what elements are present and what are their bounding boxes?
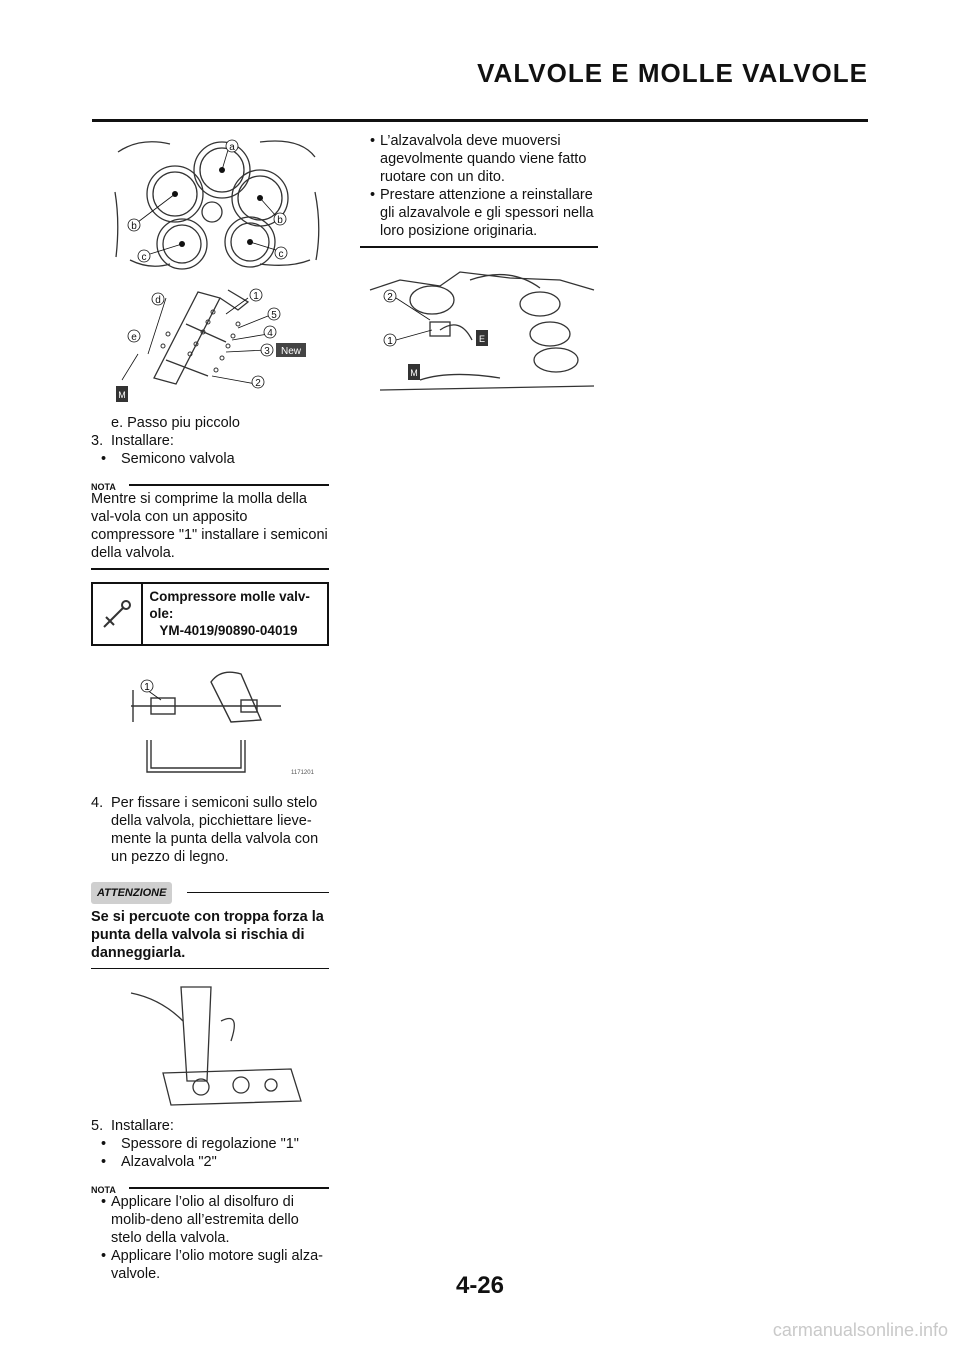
new-badge-text: New xyxy=(280,346,302,357)
figure-tapping-valve xyxy=(91,981,329,1109)
watermark: carmanualsonline.info xyxy=(772,1320,948,1340)
attenzione-text: Se si percuote con troppa forza la punta della valvola si rischia di danneggiarla. xyxy=(91,908,324,961)
fig3-label-1: 1 xyxy=(144,681,150,693)
wrench-icon xyxy=(93,584,143,644)
page-title: VALVOLE E MOLLE VALVOLE xyxy=(477,58,868,88)
divider xyxy=(91,968,329,970)
oil-m-icon-text: M xyxy=(410,367,418,378)
item-e: e. Passo piu piccolo xyxy=(111,415,240,431)
fig1-label-c2: c xyxy=(278,249,284,260)
oil-m-icon-text: M xyxy=(118,390,126,400)
nota-heading-2: NOTA xyxy=(91,1179,329,1193)
fig2-label-5: 5 xyxy=(271,310,277,321)
right-bullet-1: • L’alzavalvola deve muoversi agevolmente quando viene fatto ruotare con un dito. xyxy=(360,132,598,186)
nota-heading: NOTA xyxy=(91,476,329,490)
step-3: 3. Installare: xyxy=(91,433,174,449)
fig2-label-1: 1 xyxy=(253,291,259,302)
step5-bullet-1: • Spessore di regolazione "1" xyxy=(91,1135,329,1153)
fig3-code: 1171201 xyxy=(291,769,314,776)
fig1-label-a: a xyxy=(229,142,235,153)
header-rule xyxy=(92,119,868,122)
fig5-label-1: 1 xyxy=(387,335,393,347)
fig1-label-c1: c xyxy=(141,252,147,263)
right-column xyxy=(360,132,598,398)
fig2-label-e: e xyxy=(131,332,137,343)
fig2-label-3: 3 xyxy=(264,346,270,357)
nota2-bullet-1: • Applicare l’olio al disolfuro di molib-deno all’estremita dello stelo della valvola. xyxy=(91,1193,329,1247)
divider xyxy=(91,568,329,570)
step-4: 4. Per fissare i semiconi sullo stelo della valvola, picchiettare lieve-mente la punta della valvola con un pezzo di legno. xyxy=(91,794,319,865)
fig2-label-2: 2 xyxy=(255,378,261,389)
step-5: 5. Installare: xyxy=(91,1118,174,1134)
divider xyxy=(360,246,598,248)
figure-spring-compressor xyxy=(91,660,329,778)
tool-box xyxy=(91,582,329,646)
fig2-label-d: d xyxy=(155,295,161,306)
fig5-label-2: 2 xyxy=(387,291,393,303)
nota2-bullet-2: • Applicare l’olio motore sugli alza-valvole. xyxy=(91,1247,329,1283)
left-column xyxy=(91,414,329,1283)
tool-code: YM-4019/90890-04019 xyxy=(159,622,298,638)
figure-valve-spring xyxy=(108,284,308,404)
fig1-label-b1: b xyxy=(131,221,137,232)
figure-cylinder-head xyxy=(110,132,325,270)
tool-name: Compressore molle valv-ole: xyxy=(149,588,310,621)
step5-bullet-2: • Alzavalvola "2" xyxy=(91,1153,329,1171)
fig2-label-4: 4 xyxy=(267,328,273,339)
step3-bullet: • Semicono valvola xyxy=(91,450,329,468)
attenzione-heading: ATTENZIONE xyxy=(91,880,329,902)
right-bullet-2: • Prestare attenzione a reinstallare gli alzavalvole e gli spessori nella loro posizione originaria. xyxy=(360,186,598,240)
page-number: 4-26 xyxy=(455,1272,505,1299)
figure-lifter-install xyxy=(360,260,598,398)
nota1-text: Mentre si comprime la molla della val-vola con un apposito compressore "1" installare i semiconi della valvola. xyxy=(91,491,328,561)
fig1-label-b2: b xyxy=(277,215,283,226)
oil-e-icon-text: E xyxy=(478,333,486,344)
